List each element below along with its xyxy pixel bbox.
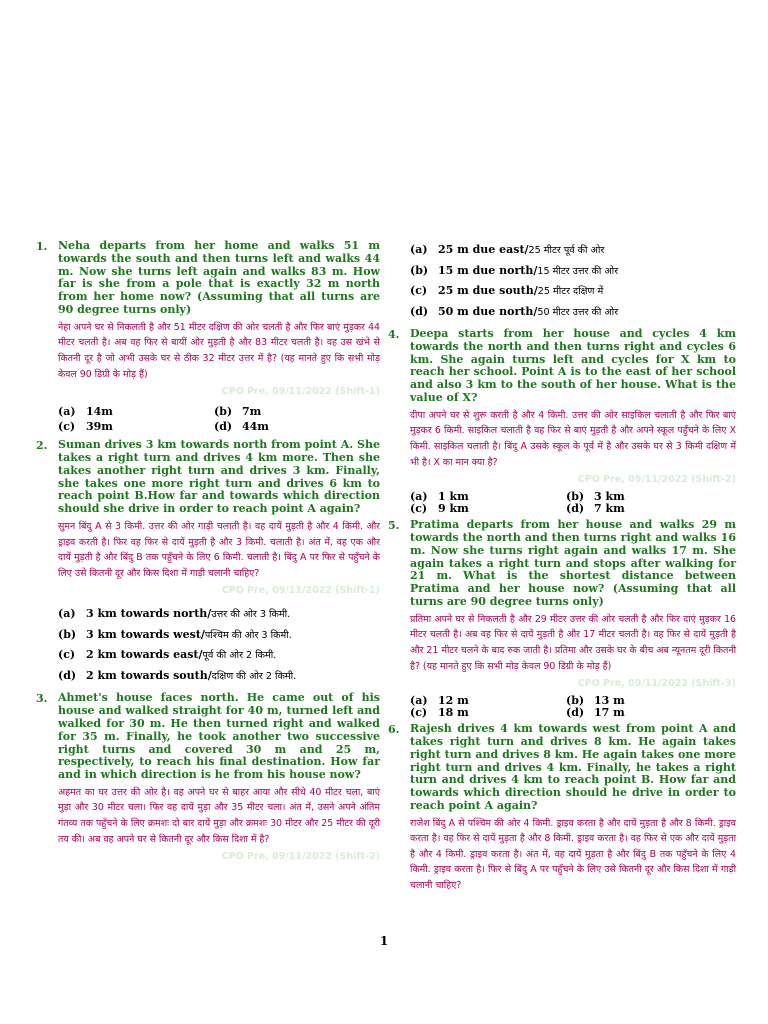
question-text-english: Suman drives 3 km towards north from point A. She takes a right turn and drives 4 km more. Then she takes another right turn and drives 3 km. Finally, she takes one more right turn and drives 6 km to reach point B.How far and towards which direction should she drive in order to reach point A again? [58,438,380,516]
option-d[interactable]: (d) 2 km towards south/दक्षिण की ओर 2 किमी. [58,668,297,682]
option-a[interactable]: (a) 25 m due east/25 मीटर पूर्व की ओर [410,243,605,256]
option-a[interactable]: (a) 14m [58,405,113,419]
option-b[interactable]: (b) 15 m due north/15 मीटर उत्तर की ओर [410,263,619,277]
options-grid [410,695,736,719]
option-a[interactable]: (a) 12 m [410,694,469,708]
source-watermark: CPO Pre, 09/11/2022 (Shift-1) [221,585,380,597]
question-text-hindi: दीपा अपने घर से शुरू करती है और 4 किमी. उत्तर की ओर साइकिल चलाती है और फिर बाएं मुड़कर 6 किमी. साइकिल चलाती है वह फिर से बाएं मुड़ती है और अपने स्कूल पहुँचने के लिए X किमी. साइकिल चलाती है। बिंदु A उसके स्कूल के पूर्व में है और उसके घर से 3 किमी दक्षिण में भी है। X का मान क्या है? [410,409,737,468]
option-b[interactable]: (b) 13 m [566,694,625,708]
page-number: 1 [379,934,389,948]
question-text-hindi: सुमन बिंदु A से 3 किमी. उत्तर की ओर गाड़ी चलाती है। वह दायें मुड़ती है और 4 किमी. और ड्राइव करती है। फिर वह फिर से दायें मुड़ती है और 3 किमी. चलाती है। अंत में, वह एक और दायें मुड़ती है और बिंदु B तक पहुँचने के लिए 6 किमी. चलाती है। बिंदु A पर फिर से पहुँचने के लिए उसे कितनी दूर और किस दिशा में गाड़ी चलानी चाहिए? [58,520,380,579]
source-watermark: CPO Pre, 09/11/2022 (Shift-1) [221,386,380,398]
question-number: 1. [36,240,48,253]
question-3-options [410,240,736,322]
options-grid [410,491,736,515]
option-b[interactable]: (b) 3 km [566,490,625,504]
question-6 [388,723,736,894]
source-watermark: CPO Pre, 09/11/2022 (Shift-3) [577,678,736,690]
question-text-english: Ahmet's house faces north. He came out of his house and walked straight for 40 m, turned left and walked for 30 m. He then turned right and walked for 35 m. Finally, he took another two successive right turns and covered 30 m and 25 m, respectively, to reach his final destination. How far and in which direction is he from his house now? [58,691,380,782]
right-column [388,240,736,894]
options-list [58,604,380,686]
option-d[interactable]: (d) 17 m [566,706,625,720]
option-c[interactable]: (c) 39m [58,420,113,434]
question-4 [388,328,736,515]
source-watermark: CPO Pre, 09/11/2022 (Shift-2) [221,851,380,863]
option-c[interactable]: (c) 25 m due south/25 मीटर दक्षिण में [410,284,604,297]
option-b[interactable]: (b) 3 km towards west/पश्चिम की ओर 3 किमी. [58,627,292,641]
option-c[interactable]: (c) 9 km [410,502,469,516]
question-text-hindi: अहमत का घर उत्तर की ओर है। वह अपने घर से बाहर आया और सीधे 40 मीटर चला, बाएं मुड़ा और 30 मीटर चला। फिर वह दायें मुड़ा और 35 मीटर चला। अंत में, उसने अपने अंतिम गंतव्य तक पहुँचने के लिए क्रमशः दो बार दायें मुड़ा और क्रमशः 30 मीटर और 25 मीटर की दूरी तय की। अब वह अपने घर से कितनी दूर और किस दिशा में है? [58,786,380,845]
question-text-english: Rajesh drives 4 km towards west from point A and takes right turn and drives 8 km. He again takes right turn and drives 8 km. He again takes one more right turn and drives 4 km. Finally, he takes a right turn and drives 4 km to reach point B. How far and towards which direction should he drive in order to reach point A again? [410,722,736,812]
question-number: 3. [36,692,48,706]
option-d[interactable]: (d) 7 km [566,502,625,516]
question-text-english: Neha departs from her home and walks 51 m towards the south and then turns left and walks 44 m. Now she turns left again and walks 83 m. How far is she from a pole that is exactly 32 m north from her home now? (Assuming that all turns are 90 degree turns only) [58,239,380,316]
question-5 [388,519,736,719]
question-text-hindi: नेहा अपने घर से निकलती है और 51 मीटर दक्षिण की ओर चलती है और फिर बाएं मुड़कर 44 मीटर चलती है। अब वह फिर से बायीं ओर मुड़ती है और 83 मीटर चलती है। वह उस खंभे से कितनी दूर है जो अभी उसके घर से ठीक 32 मीटर उत्तर में है? (यह मानते हुए कि सभी मोड़ केवल 90 डिग्री के मोड़ हैं) [58,321,380,380]
question-1 [36,240,380,433]
left-column [36,240,380,866]
question-text-hindi: राजेश बिंदु A से पश्चिम की ओर 4 किमी. ड्राइव करता है और दायें मुड़ता है और 8 किमी. ड्राइव करता है। वह फिर से दायें मुड़ता है और 8 किमी. ड्राइव करता है। वह फिर से एक और दायें मुड़ता है और 4 किमी. ड्राइव करता है। अंत में, वह दायें मुड़ता है और बिंदु B तक पहुँचने के लिए 4 किमी. ड्राइव करता है। फिर से बिंदु A पर पहुँचने के लिए उसे कितनी दूर और किस दिशा में गाड़ी चलानी चाहिए? [410,817,736,892]
question-3 [36,692,380,862]
question-text-english: Deepa starts from her house and cycles 4 km towards the north and then turns right and cycles 6 km. She again turns left and cycles for X km to reach her school. Point A is to the east of her school and also 3 km to the south of her house. What is the value of X? [410,327,736,404]
question-number: 4. [388,328,400,341]
question-2 [36,439,380,686]
option-c[interactable]: (c) 2 km towards east/पूर्व की ओर 2 किमी. [58,648,277,662]
question-text-english: Pratima departs from her house and walks 29 m towards the north and then turns right and walks 16 m. Now she turns right again and walks 17 m. She again takes a right turn and stops after walking for 21 m. What is the shortest distance between Pratima and her house now? (Assuming that all turns are 90 degree turns only) [410,518,736,608]
option-d[interactable]: (d) 44m [214,420,269,434]
option-b[interactable]: (b) 7m [214,405,262,419]
options-grid [58,405,380,433]
option-a[interactable]: (a) 3 km towards north/उत्तर की ओर 3 किमी. [58,607,291,621]
option-c[interactable]: (c) 18 m [410,706,469,720]
source-watermark: CPO Pre, 09/11/2022 (Shift-2) [577,474,736,486]
question-text-hindi: प्रतिमा अपने घर से निकलती है और 29 मीटर उत्तर की ओर चलती है और फिर दाएं मुड़कर 16 मीटर चलती है। अब वह फिर से दायें मुड़ती है और 17 मीटर चलती है। वह फिर से दायें मुड़ती है और 21 मीटर चलने के बाद रुक जाती है। प्रतिमा और उसके घर के बीच अब न्यूनतम दूरी कितनी है? (यह मानते हुए कि सभी मोड़ केवल 90 डिग्री के मोड़ हैं) [410,613,736,672]
question-number: 2. [36,439,48,453]
question-number: 5. [388,519,400,533]
option-a[interactable]: (a) 1 km [410,490,469,504]
option-d[interactable]: (d) 50 m due north/50 मीटर उत्तर की ओर [410,304,619,318]
question-number: 6. [388,723,400,737]
